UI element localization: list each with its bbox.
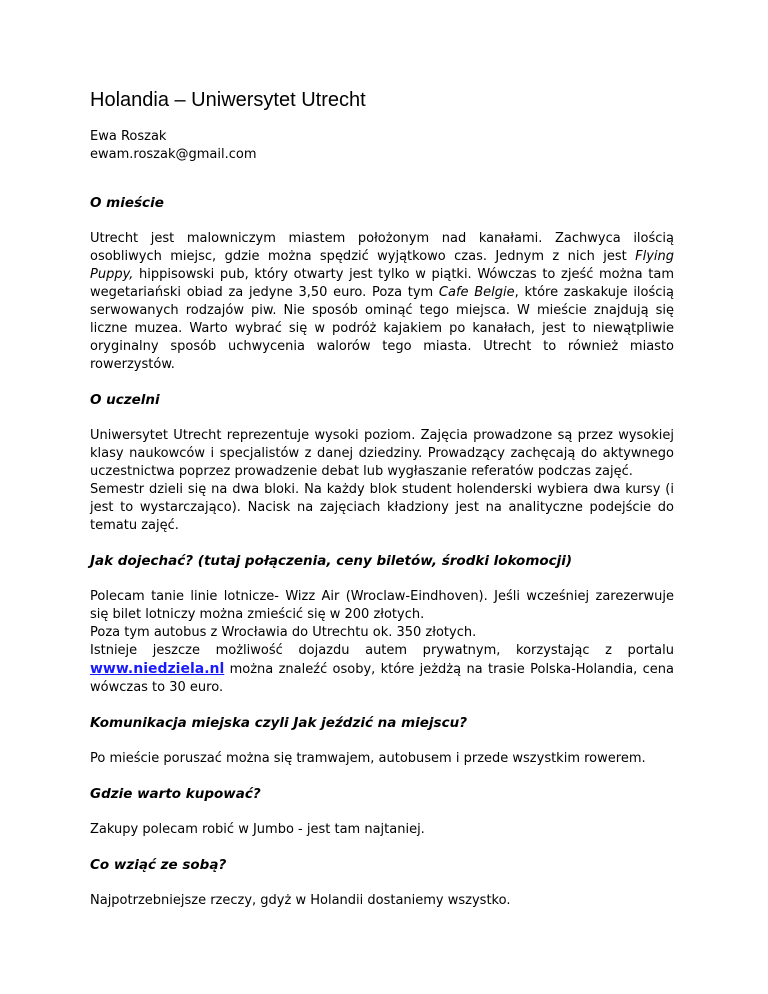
section-heading-shopping: Gdzie warto kupować?	[90, 786, 261, 802]
document-title: Holandia – Uniwersytet Utrecht	[90, 89, 366, 111]
niedziela-link[interactable]: www.niedziela.nl	[90, 661, 225, 677]
travel-text-b: można znaleźć osoby, które jeżdżą na trasie Polska-Holandia, cena wówczas to 30 euro.	[90, 662, 674, 695]
travel-text-a: Istnieje jeszcze możliwość dojazdu autem prywatnym, korzystając z portalu	[90, 643, 674, 658]
document-page	[90, 88, 674, 910]
section-heading-transport: Komunikacja miejska czyli Jak jeździć na miejscu?	[90, 715, 468, 731]
travel-paragraph-2: Poza tym autobus z Wrocławia do Utrechtu ok. 350 złotych.	[90, 625, 477, 640]
section-heading-city: O mieście	[90, 195, 164, 211]
travel-paragraph-3	[90, 642, 674, 697]
city-cafe-belgie: Cafe Belgie	[438, 285, 515, 300]
section-heading-packing: Co wziąć ze sobą?	[90, 857, 227, 873]
city-text-c: , które zaskakuje ilością serwowanych rodzajów piw. Nie sposób ominąć tego miejsca. W mieście znajdują się liczne muzea. Warto wybrać się w podróż kajakiem po kanałach, jest to niewątpliwie oryginalny sposób uchwycenia walorów tego miasta. Utrecht to również miasto rowerzystów.	[90, 285, 674, 372]
transport-paragraph: Po mieście poruszać można się tramwajem, autobusem i przede wszystkim rowerem.	[90, 751, 646, 766]
shopping-paragraph: Zakupy polecam robić w Jumbo - jest tam najtaniej.	[90, 822, 425, 837]
author-email: ewam.roszak@gmail.com	[90, 147, 257, 162]
author-block	[90, 128, 674, 164]
section-heading-university: O uczelni	[90, 392, 160, 408]
section-heading-travel: Jak dojechać? (tutaj połączenia, ceny biletów, środki lokomocji)	[90, 553, 573, 569]
city-flying-puppy: Flying Puppy,	[90, 249, 674, 282]
city-text-b: hippisowski pub, który otwarty jest tylko w piątki. Wówczas to zjeść można tam wegetariański obiad za jedyne 3,50 euro. Poza tym	[90, 267, 674, 300]
author-name: Ewa Roszak	[90, 129, 167, 144]
university-paragraph-1: Uniwersytet Utrecht reprezentuje wysoki poziom. Zajęcia prowadzone są przez wysokiej klasy naukowców i specjalistów z danej dziedziny. Prowadzący zachęcają do aktywnego uczestnictwa poprzez prowadzenie debat lub wygłaszanie referatów podczas zajęć.	[90, 428, 674, 479]
university-paragraph-2: Semestr dzieli się na dwa bloki. Na każdy blok student holenderski wybiera dwa kursy (i jest to wystarczająco). Nacisk na zajęciach kładziony jest na analityczne podejście do tematu zajęć.	[90, 482, 674, 533]
city-paragraph	[90, 230, 674, 374]
packing-paragraph: Najpotrzebniejsze rzeczy, gdyż w Holandii dostaniemy wszystko.	[90, 893, 511, 908]
city-text-a: Utrecht jest malowniczym miastem położonym nad kanałami. Zachwyca ilością osobliwych miejsc, gdzie można spędzić wyjątkowo czas. Jednym z nich jest	[90, 231, 674, 264]
travel-paragraph-1: Polecam tanie linie lotnicze- Wizz Air (Wroclaw-Eindhoven). Jeśli wcześniej zarezerwuje się bilet lotniczy można zmieścić się w 200 złotych.	[90, 589, 674, 622]
